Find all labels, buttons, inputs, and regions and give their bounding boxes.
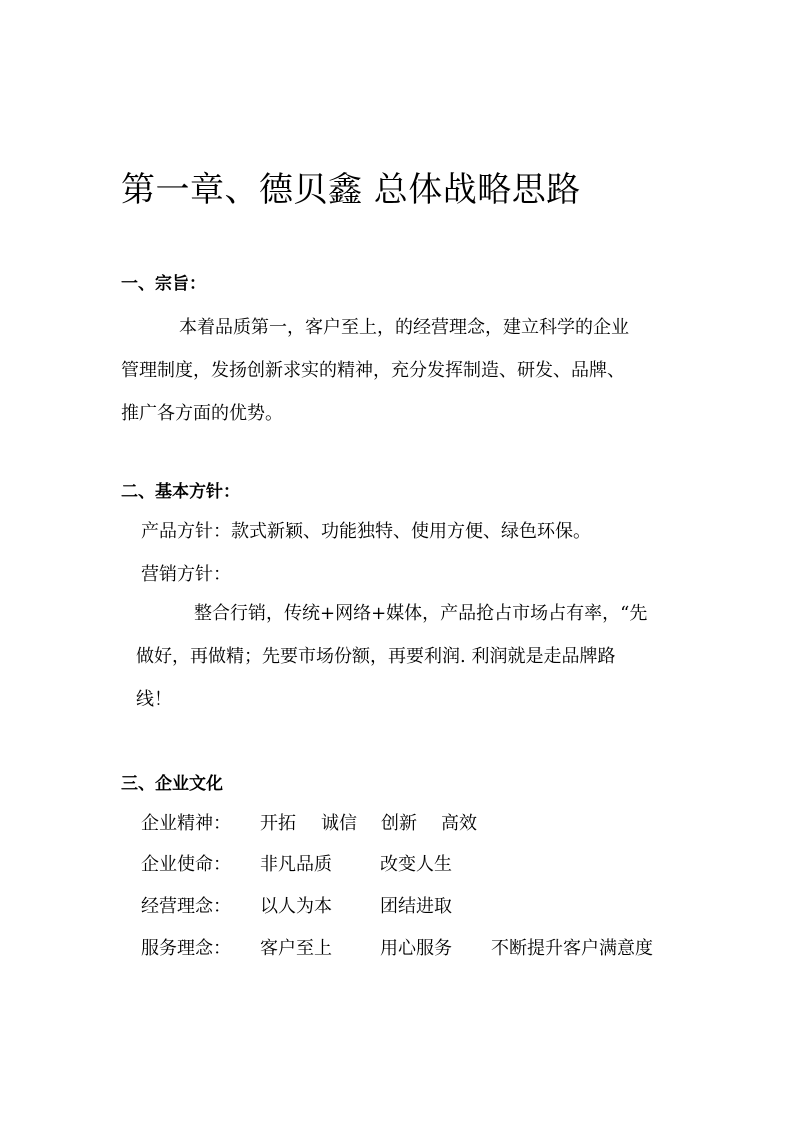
culture-value: 团结进取 bbox=[380, 896, 452, 917]
section-heading-corporate-culture: 三、企业文化 bbox=[121, 774, 223, 794]
section-heading-basic-policy: 二、基本方针： bbox=[121, 482, 240, 502]
purpose-line: 本着品质第一，客户至上，的经营理念，建立科学的企业 bbox=[179, 317, 629, 338]
culture-label: 经营理念： bbox=[141, 896, 231, 917]
culture-label: 服务理念： bbox=[141, 938, 231, 959]
marketing-policy-label: 营销方针： bbox=[141, 564, 231, 585]
culture-label: 企业精神： bbox=[141, 813, 231, 834]
culture-value: 不断提升客户满意度 bbox=[491, 938, 653, 959]
purpose-paragraph bbox=[121, 306, 629, 435]
culture-value: 用心服务 bbox=[380, 938, 452, 959]
marketing-policy-paragraph bbox=[136, 592, 647, 721]
culture-value: 诚信 bbox=[321, 813, 357, 834]
section-heading-purpose: 一、宗旨： bbox=[121, 274, 206, 294]
culture-value: 开拓 bbox=[260, 813, 296, 834]
culture-value: 非凡品质 bbox=[260, 854, 332, 875]
purpose-line: 管理制度，发扬创新求实的精神，充分发挥制造、研发、品牌、 bbox=[121, 360, 625, 381]
culture-value: 高效 bbox=[441, 813, 477, 834]
culture-value: 创新 bbox=[381, 813, 417, 834]
culture-label: 企业使命： bbox=[141, 854, 231, 875]
culture-value: 改变人生 bbox=[380, 854, 452, 875]
marketing-line: 做好，再做精；先要市场份额，再要利润. 利润就是走品牌路 bbox=[136, 646, 616, 667]
culture-value: 客户至上 bbox=[260, 938, 332, 959]
marketing-line: 线！ bbox=[136, 689, 172, 710]
page-title: 第一章、德贝鑫 总体战略思路 bbox=[121, 170, 581, 210]
culture-value: 以人为本 bbox=[260, 896, 332, 917]
product-policy: 产品方针：款式新颖、功能独特、使用方便、绿色环保。 bbox=[141, 521, 591, 542]
marketing-line: 整合行销，传统+网络+媒体，产品抢占市场占有率，“先 bbox=[194, 603, 648, 624]
purpose-line: 推广各方面的优势。 bbox=[121, 403, 283, 424]
